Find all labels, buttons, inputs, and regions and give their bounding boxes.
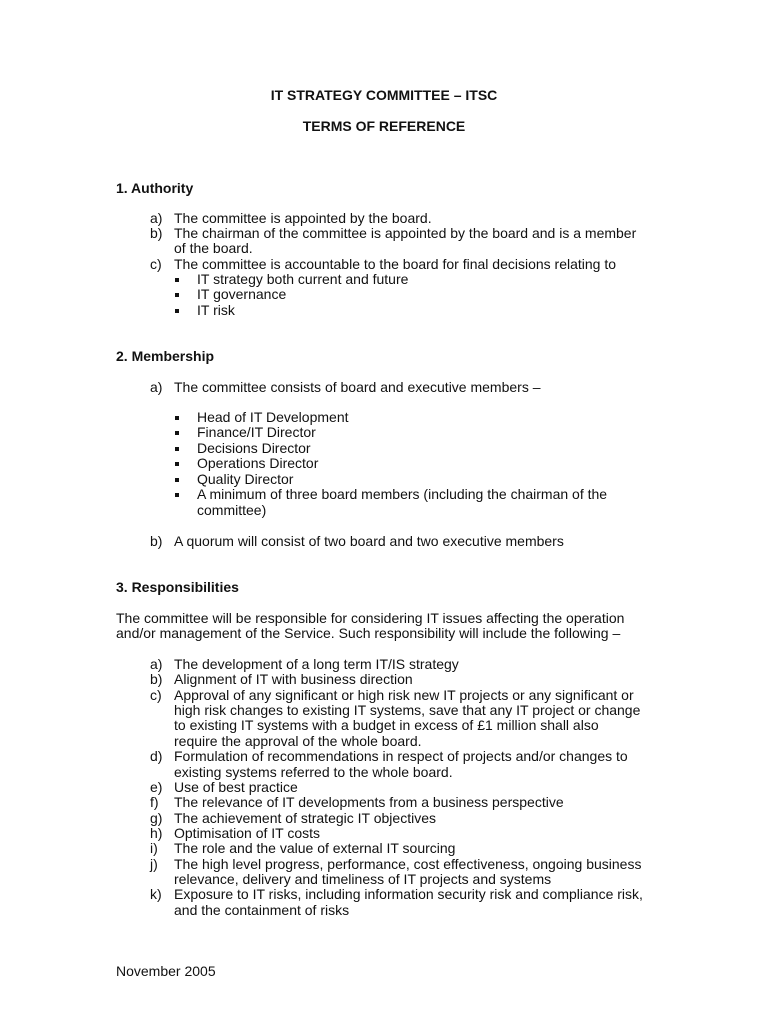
list-label: e) bbox=[150, 779, 163, 795]
list-label: k) bbox=[150, 886, 162, 902]
list-item: A quorum will consist of two board and two executive members bbox=[174, 533, 564, 549]
list-item-continuation: to existing IT systems with a budget in excess of £1 million shall also bbox=[174, 717, 599, 733]
list-item: The high level progress, performance, cost effectiveness, ongoing business bbox=[174, 856, 642, 872]
bullet-icon bbox=[175, 416, 179, 420]
bullet-item: IT risk bbox=[197, 302, 235, 318]
list-label: h) bbox=[150, 825, 163, 841]
list-item: Alignment of IT with business direction bbox=[174, 671, 413, 687]
bullet-icon bbox=[175, 309, 179, 313]
list-item-continuation: relevance, delivery and timeliness of IT projects and systems bbox=[174, 871, 552, 887]
list-item: The development of a long term IT/IS strategy bbox=[174, 656, 459, 672]
list-label: b) bbox=[150, 671, 163, 687]
list-item: Optimisation of IT costs bbox=[174, 825, 321, 841]
bullet-icon bbox=[175, 293, 179, 297]
list-item-continuation: existing systems referred to the whole board. bbox=[174, 764, 453, 780]
list-item-continuation: and the containment of risks bbox=[174, 902, 350, 918]
document-subtitle: TERMS OF REFERENCE bbox=[302, 118, 466, 134]
list-item-continuation: require the approval of the whole board. bbox=[174, 733, 422, 749]
list-item: The committee is appointed by the board. bbox=[174, 210, 432, 226]
paragraph-line: and/or management of the Service. Such responsibility will include the following – bbox=[116, 625, 621, 641]
list-label: g) bbox=[150, 810, 163, 826]
list-label: a) bbox=[150, 379, 163, 395]
bullet-item: Quality Director bbox=[197, 471, 294, 487]
list-item: The achievement of strategic IT objectives bbox=[174, 810, 436, 826]
bullet-icon bbox=[175, 447, 179, 451]
section-heading-responsibilities: 3. Responsibilities bbox=[116, 579, 239, 595]
list-item: Approval of any significant or high risk new IT projects or any significant or bbox=[174, 687, 634, 703]
bullet-item: Head of IT Development bbox=[197, 409, 349, 425]
bullet-item: Finance/IT Director bbox=[197, 424, 316, 440]
list-label: d) bbox=[150, 748, 163, 764]
list-label: b) bbox=[150, 225, 163, 241]
list-item: Formulation of recommendations in respect of projects and/or changes to bbox=[174, 748, 628, 764]
list-item: The committee is accountable to the board for final decisions relating to bbox=[174, 256, 617, 272]
bullet-item-continuation: committee) bbox=[197, 502, 267, 518]
list-item-continuation: high risk changes to existing IT systems, save that any IT project or change bbox=[174, 702, 641, 718]
list-item: The chairman of the committee is appointed by the board and is a member bbox=[174, 225, 637, 241]
bullet-icon bbox=[175, 478, 179, 482]
list-label: a) bbox=[150, 210, 163, 226]
bullet-icon bbox=[175, 462, 179, 466]
list-item: The role and the value of external IT sourcing bbox=[174, 840, 456, 856]
bullet-icon bbox=[175, 431, 179, 435]
section-heading-authority: 1. Authority bbox=[116, 180, 194, 196]
list-label: b) bbox=[150, 533, 163, 549]
list-label: c) bbox=[150, 687, 162, 703]
list-label: i) bbox=[150, 840, 158, 856]
bullet-item: A minimum of three board members (including the chairman of the bbox=[197, 486, 608, 502]
document-title: IT STRATEGY COMMITTEE – ITSC bbox=[270, 87, 498, 103]
list-label: a) bbox=[150, 656, 163, 672]
bullet-item: Operations Director bbox=[197, 455, 319, 471]
section-heading-membership: 2. Membership bbox=[116, 348, 215, 364]
list-label: j) bbox=[150, 856, 158, 872]
list-item: The relevance of IT developments from a business perspective bbox=[174, 794, 564, 810]
bullet-item: IT governance bbox=[197, 286, 287, 302]
list-item: Use of best practice bbox=[174, 779, 298, 795]
bullet-icon bbox=[175, 278, 179, 282]
list-item: The committee consists of board and executive members – bbox=[174, 379, 541, 395]
bullet-item: IT strategy both current and future bbox=[197, 271, 409, 287]
list-item: Exposure to IT risks, including information security risk and compliance risk, bbox=[174, 886, 643, 902]
list-label: c) bbox=[150, 256, 162, 272]
paragraph-line: The committee will be responsible for considering IT issues affecting the operation bbox=[116, 610, 625, 626]
list-item-continuation: of the board. bbox=[174, 240, 253, 256]
bullet-item: Decisions Director bbox=[197, 440, 311, 456]
footer-date: November 2005 bbox=[116, 963, 216, 979]
list-label: f) bbox=[150, 794, 159, 810]
bullet-icon bbox=[175, 493, 179, 497]
